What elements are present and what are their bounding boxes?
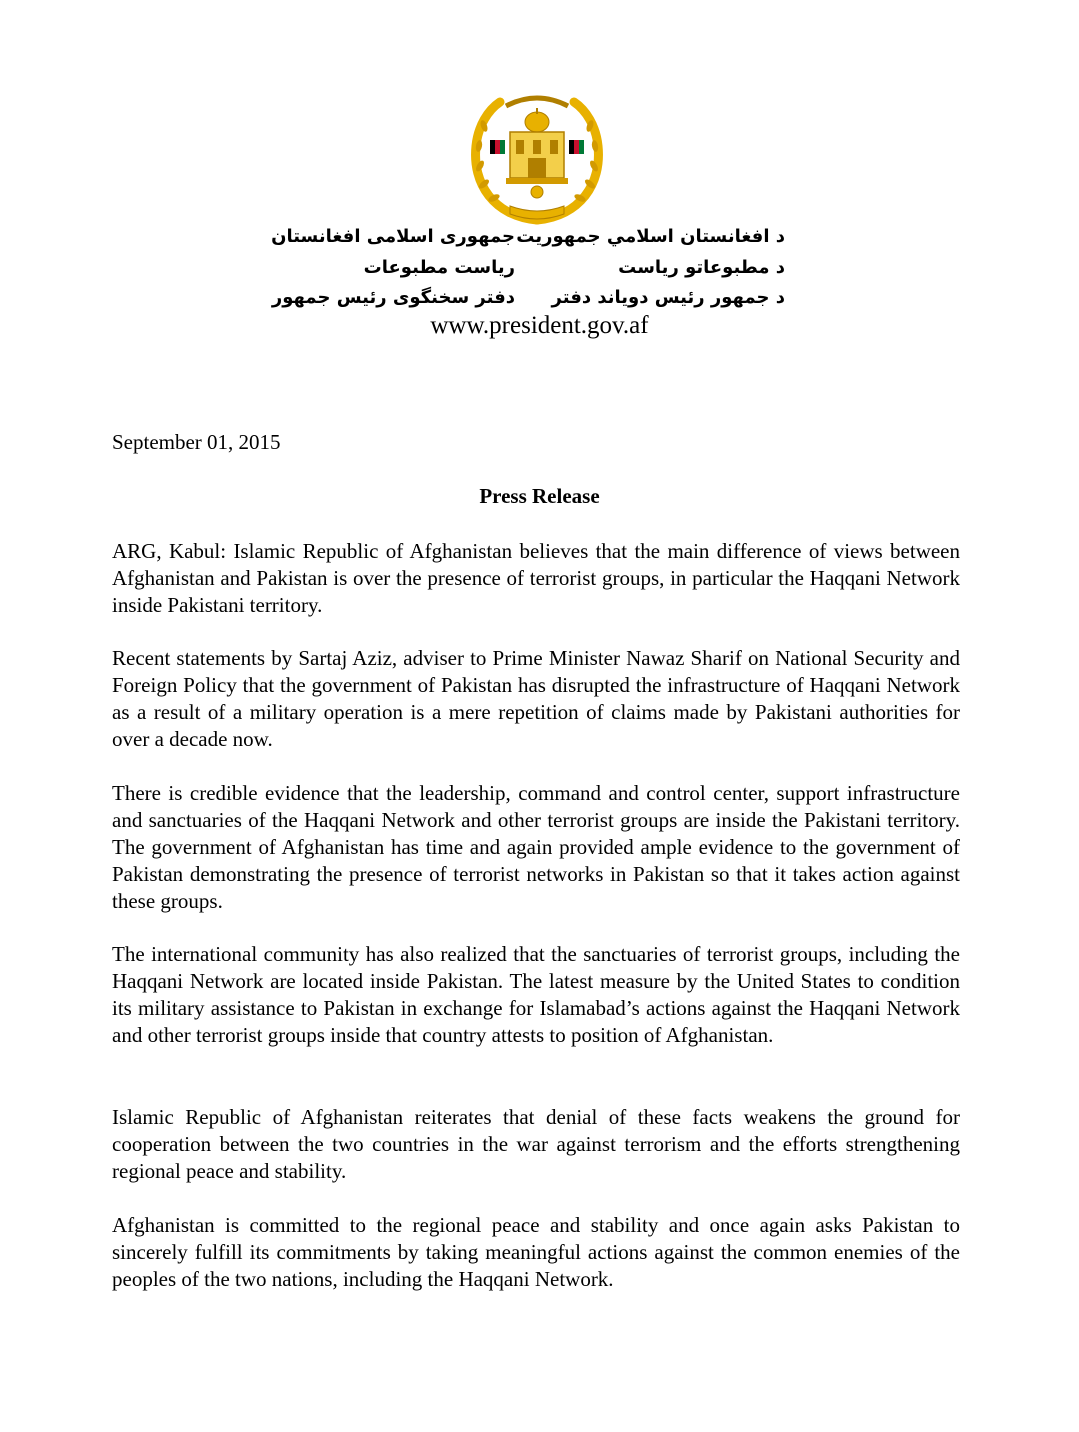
body-paragraph-6: Afghanistan is committed to the regional peace and stability and once again asks Pakistan to sincerely fulfill its commitments by taking meaningful actions against the common enemies of the peoples of the two nations, including the Haqqani Network. [112, 1213, 960, 1291]
document-title: Press Release [479, 484, 600, 508]
document-date: September 01, 2015 [112, 430, 281, 454]
header-pashto-line-1: د افغانستان اسلامي جمهوريت [516, 226, 785, 247]
header-dari-line-3: دفتر سخنگوی رئیس جمهور [271, 287, 515, 308]
body-paragraph-5: Islamic Republic of Afghanistan reiterates that denial of these facts weakens the ground for cooperation between the two countries in the war against terrorism and the efforts strengthening regional peace and stability. [112, 1105, 960, 1183]
body-paragraph-1: ARG, Kabul: Islamic Republic of Afghanistan believes that the main difference of views between Afghanistan and Pakistan is over the presence of terrorist groups, in particular the Haqqani Network inside Pakistani territory. [112, 539, 960, 617]
header-pashto-line-3: د جمهور رئيس دوياند دفتر [551, 287, 785, 308]
website-url: www.president.gov.af [430, 312, 649, 339]
header-pashto-line-2: د مطبوعاتو رياست [618, 257, 785, 278]
header-dari-line-2: ریاست مطبوعات [363, 257, 515, 278]
body-paragraph-4: The international community has also realized that the sanctuaries of terrorist groups, including the Haqqani Network are located inside Pakistan. The latest measure by the United States to condition its military assistance to Pakistan in exchange for Islamabad’s actions against the Haqqani Network and other terrorist groups inside that country attests to position of Afghanistan. [112, 942, 960, 1047]
body-paragraph-2: Recent statements by Sartaj Aziz, adviser to Prime Minister Nawaz Sharif on National Security and Foreign Policy that the government of Pakistan has disrupted the infrastructure of Haqqani Network as a result of a military operation is a mere repetition of claims made by Pakistani authorities for over a decade now. [112, 646, 960, 751]
header-dari-line-1: جمهوری اسلامی افغانستان [271, 226, 515, 247]
afghanistan-national-emblem-icon [466, 88, 608, 230]
body-paragraph-3: There is credible evidence that the leadership, command and control center, support infrastructure and sanctuaries of the Haqqani Network and other terrorist groups are inside the Pakistani territory. The government of Afghanistan has time and again provided ample evidence to the government of Pakistan demonstrating the presence of terrorist networks in Pakistan so that it takes action against these groups. [112, 781, 960, 913]
